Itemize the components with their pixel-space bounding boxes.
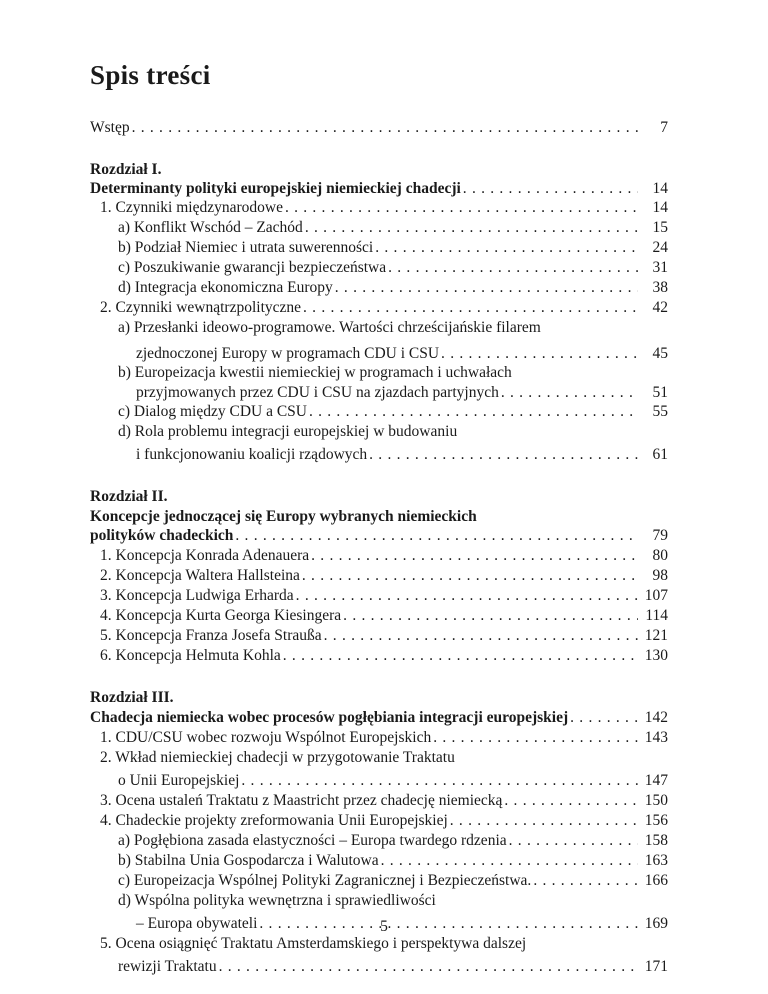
- toc-entry-2-6[interactable]: 6. Koncepcja Helmuta Kohla . . . 130: [90, 646, 668, 666]
- toc-entry-3-4b[interactable]: b) Stabilna Unia Gospodarcza i Walutowa . . . 163: [90, 851, 668, 871]
- toc-entry-1-2b-line1: b) Europeizacja kwestii niemieckiej w programach i uchwałach: [118, 364, 512, 381]
- toc-entry-1-1d[interactable]: d) Integracja ekonomiczna Europy . . . 38: [90, 278, 668, 298]
- toc-entry-3-4d-line1: d) Wspólna polityka wewnętrzna i sprawiedliwości: [118, 892, 436, 909]
- toc-entry-3-1[interactable]: 1. CDU/CSU wobec rozwoju Wspólnot Europejskich . . . 143: [90, 728, 668, 748]
- toc-label: Wstęp: [90, 119, 130, 136]
- page-number: 5: [380, 918, 388, 935]
- chapter-2-title-line1: Koncepcje jednoczącej się Europy wybranych niemieckich: [90, 508, 477, 525]
- toc-entry-2-3[interactable]: 3. Koncepcja Ludwiga Erharda . . . 107: [90, 586, 668, 606]
- toc-entry-1-2c[interactable]: c) Dialog między CDU a CSU . . . 55: [90, 402, 668, 422]
- toc-entry-3-5-line1: 5. Ocena osiągnięć Traktatu Amsterdamskiego i perspektywa dalszej: [100, 935, 527, 952]
- toc-page-number: 7: [660, 119, 668, 136]
- toc-entry-1-1c[interactable]: c) Poszukiwanie gwarancji bezpieczeństwa . . . 31: [90, 258, 668, 278]
- toc-entry-1-1a[interactable]: a) Konflikt Wschód – Zachód . . . 15: [90, 218, 668, 238]
- toc-entry-3-5[interactable]: rewizji Traktatu . . . 171: [90, 957, 668, 977]
- toc-entry-2-5[interactable]: 5. Koncepcja Franza Josefa Straußa . . . 121: [90, 626, 668, 646]
- toc-entry-3-2-line1: 2. Wkład niemieckiej chadecji w przygotowanie Traktatu: [100, 749, 455, 766]
- toc-entry-3-3[interactable]: 3. Ocena ustaleń Traktatu z Maastricht przez chadecję niemiecką . . . 150: [90, 791, 668, 811]
- toc-entry-1-2[interactable]: 2. Czynniki wewnątrzpolityczne . . . 42: [90, 298, 668, 318]
- toc-entry-chapter-3[interactable]: Chadecja niemiecka wobec procesów pogłębiania integracji europejskiej . . . 142: [90, 708, 668, 728]
- toc-entry-1-1b[interactable]: b) Podział Niemiec i utrata suwerenności . . . 24: [90, 238, 668, 258]
- toc-entry-chapter-1[interactable]: Determinanty polityki europejskiej niemieckiej chadecji . . . 14: [90, 179, 668, 199]
- page-title: Spis treści: [90, 60, 211, 90]
- toc-entry-1-2a[interactable]: zjednoczonej Europy w programach CDU i CSU . . . 45: [90, 344, 668, 364]
- toc-entry-3-2[interactable]: o Unii Europejskiej . . . 147: [90, 771, 668, 791]
- toc-entry-2-4[interactable]: 4. Koncepcja Kurta Georga Kiesingera . . . 114: [90, 606, 668, 626]
- chapter-heading-1: Rozdział I.: [90, 161, 162, 178]
- toc-entry-2-1[interactable]: 1. Koncepcja Konrada Adenauera . . . 80: [90, 546, 668, 566]
- toc-entry-wstep[interactable]: [90, 118, 668, 138]
- toc-entry-3-4c[interactable]: c) Europeizacja Wspólnej Polityki Zagranicznej i Bezpieczeństwa. . . . 166: [90, 871, 668, 891]
- toc-entry-1-2d-line1: d) Rola problemu integracji europejskiej w budowaniu: [118, 423, 458, 440]
- toc-entry-2-2[interactable]: 2. Koncepcja Waltera Hallsteina . . . 98: [90, 566, 668, 586]
- toc-entry-chapter-2[interactable]: polityków chadeckich . . . 79: [90, 526, 668, 546]
- toc-entry-3-4[interactable]: 4. Chadeckie projekty zreformowania Unii Europejskiej . . . 156: [90, 811, 668, 831]
- chapter-heading-3: Rozdział III.: [90, 689, 174, 706]
- chapter-heading-2: Rozdział II.: [90, 488, 168, 505]
- toc-entry-1-2a-line1: a) Przesłanki ideowo-programowe. Wartości chrześcijańskie filarem: [118, 319, 541, 336]
- toc-entry-3-4a[interactable]: a) Pogłębiona zasada elastyczności – Europa twardego rdzenia . . . 158: [90, 831, 668, 851]
- toc-entry-1-2d[interactable]: i funkcjonowaniu koalicji rządowych . . . 61: [90, 445, 668, 465]
- toc-entry-1-2b[interactable]: przyjmowanych przez CDU i CSU na zjazdach partyjnych . . . 51: [90, 383, 668, 403]
- toc-entry-3-4d[interactable]: – Europa obywateli . . . 169: [90, 914, 668, 934]
- toc-entry-1-1[interactable]: 1. Czynniki międzynarodowe . . . 14: [90, 198, 668, 218]
